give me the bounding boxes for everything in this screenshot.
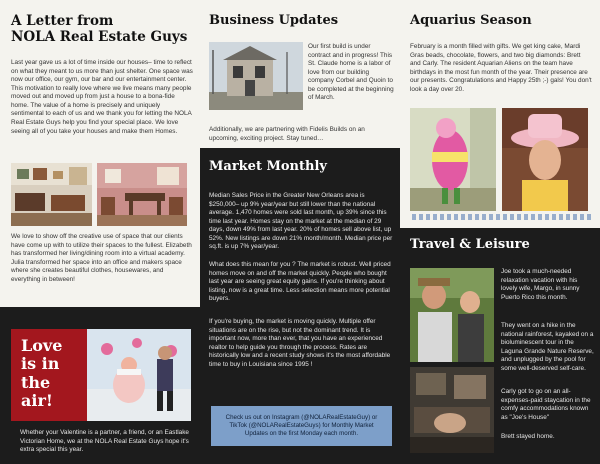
valentine-photo xyxy=(87,329,191,421)
social-callout[interactable] xyxy=(211,406,392,446)
valentine-card xyxy=(11,329,191,421)
mardi-gras-photo xyxy=(410,108,496,211)
market-title: Market Monthly xyxy=(209,159,327,174)
social-text: Check us out on Instagram (@NOLARealEstateGuy) or TikTok (@NOLARealEstateGuys) for Monthly Market Updates on the first Monday each month. xyxy=(225,413,378,438)
business-text-2: Additionally, we are partnering with Fidelis Builds on an upcoming, exciting project. Stay tuned… xyxy=(209,126,365,142)
updates-column xyxy=(200,0,400,464)
letter-body: Last year gave us a lot of time inside our houses– time to reflect on what they meant to us more than just shelter. One space was now our office, our gym, our bar and our entertainment center. This motivation to really love where we live means many people moved out and moved up from just a house to a bona-fide home. The value of a home is precisely and uniquely sentimental to each of us and we thank you for letting the NOLA Real Estate Guys help you find your special place. We love seeing all of you take your houses and make them Homes. xyxy=(11,59,193,135)
aquarius-column xyxy=(400,0,600,464)
travel-title: Travel & Leisure xyxy=(410,237,530,252)
aquarius-title: Aquarius Season xyxy=(410,13,532,28)
market-buying-text: If you're buying, the market is moving quickly. Multiple offer situations are on the rise, but not the dominant trend. It is important now, more than ever, that you have an experienced realtor to help guide you through the process. Rates are historically low and a recent study shows it's the most affordable time to buy in Louisiana since 1995 ! xyxy=(209,318,391,368)
travel-text-1: Joe took a much-needed relaxation vacation with his lovely wife, Margo, in sunny Puerto Rico this month. xyxy=(501,268,580,301)
decorative-divider xyxy=(412,214,592,220)
couple-photo xyxy=(410,268,494,362)
market-stats-text: Median Sales Price in the Greater New Orleans area is $250,000– up 9% year/year but still lower than the national average. 1,470 homes were sold last month, up 39% since this time last year. Homes stay on the market at the median of 29 days, down 49% from last year. 20% of homes sell above list, up 52%. New listings are down 21% month/month. Median price per sq.ft. is up 7% year/year. xyxy=(209,192,393,251)
birthday-hat-photo xyxy=(502,108,588,211)
valentine-section xyxy=(0,307,200,464)
valentine-text: Whether your Valentine is a partner, a friend, or an Eastlake Victorian Home, we at the NOLA Real Estate Guys hope it's extra special this year. xyxy=(20,429,189,454)
market-section xyxy=(200,148,400,464)
market-meaning-text: What does this mean for you ? The market is robust. Well priced homes move on and off the market quickly. People who bought last year are seeing great equity gains. If you're thinking about listing, now is a great time. Less selection means more potential buyers. xyxy=(209,261,391,303)
living-room-photo xyxy=(11,163,92,226)
travel-text-4: Brett stayed home. xyxy=(501,433,555,440)
construction-photo xyxy=(209,42,303,110)
letter-column xyxy=(0,0,200,464)
letter-title-line1: A Letter from xyxy=(11,13,114,29)
letter-title-line2: NOLA Real Estate Guys xyxy=(11,28,188,45)
business-title: Business Updates xyxy=(209,13,339,28)
creative-space-text: We love to show off the creative use of space that our clients have come up with to utilize their spaces to the fullest. Elizabeth has transformed her living/dining room into a virtual academy. Julia transformed her space into an office and makers space where she creates beautiful clothes, housewares, and everything in between! xyxy=(11,233,192,283)
travel-section xyxy=(400,228,600,464)
valentine-title: Love is in the air! xyxy=(21,336,63,411)
travel-text-3: Carly got to go on an all-expenses-paid staycation in the comfy accommodations known as "Joe's House" xyxy=(501,388,591,421)
dining-room-photo xyxy=(97,163,187,226)
letter-title xyxy=(11,14,196,45)
business-text: Our first build is under contract and in progress! This St. Claude home is a labor of love from our building company Corbel and Quoin to be completed at the beginning of March. xyxy=(308,43,394,102)
staycation-photo xyxy=(410,367,494,453)
travel-text-2: They went on a hike in the national rainforest, kayaked on a bioluminescent tour in the Laguna Grande Nature Reserve, and unplugged by the pool for some well-deserved self-care. xyxy=(501,322,594,372)
aquarius-text: February is a month filled with gifts. We get king cake, Mardi Gras beads, chocolate, flowers, and two big diamonds: Brett and Carly. The resident Aquarian Aliens on the team have birthdays in the most fun month of the year. Their presence are our presents. Congratulations and Happy 25th ;-) gals! You don't look a day over 20. xyxy=(410,43,592,93)
